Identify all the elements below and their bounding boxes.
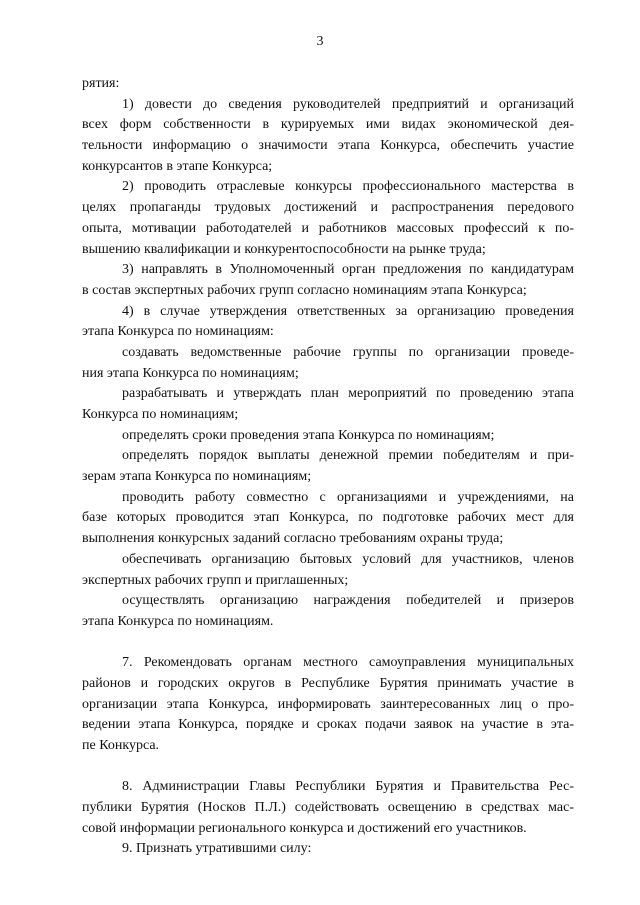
text-line: разрабатывать и утверждать план мероприятий по проведению этапа	[122, 386, 574, 402]
text-line: осуществлять организацию награждения победителей и призеров	[122, 593, 574, 609]
paragraph-list	[82, 95, 574, 633]
text-line: этапа Конкурса по номинациям.	[82, 613, 274, 629]
paragraph	[82, 177, 574, 260]
paragraph	[82, 343, 574, 384]
text-line: экспертных рабочих групп и приглашенных;	[82, 572, 349, 588]
text-line: ведении этапа Конкурса, порядке и сроках подачи заявок на участие в эта-	[82, 717, 574, 733]
paragraph	[82, 777, 574, 839]
text-line: этапа Конкурса по номинациям:	[82, 324, 274, 340]
paragraph-item-9	[82, 839, 574, 860]
paragraph	[82, 550, 574, 591]
paragraph	[82, 426, 574, 447]
text-line: конкурсантов в этапе Конкурса;	[82, 158, 273, 174]
paragraph-item-8	[82, 777, 574, 839]
text-line: организации этапа Конкурса, информировать заинтересованных лиц о про-	[82, 696, 574, 712]
document-body	[82, 74, 574, 860]
text-line: публики Бурятия (Носков П.Л.) содействовать освещению в средствах мас-	[82, 800, 574, 816]
text-line: выполнения конкурсных заданий согласно требованиям охраны труда;	[82, 531, 504, 547]
text-line: вышению квалификации и конкурентоспособности на рынке труда;	[82, 241, 486, 257]
text-line: 7. Рекомендовать органам местного самоуправления муниципальных	[122, 655, 574, 671]
text-line: обеспечивать организацию бытовых условий для участников, членов	[122, 551, 574, 567]
paragraph	[82, 653, 574, 756]
text-line: 1) довести до сведения руководителей предприятий и организаций	[122, 96, 574, 112]
text-line: целях пропаганды трудовых достижений и распространения передового	[82, 200, 574, 216]
text-line: определять порядок выплаты денежной премии победителям и при-	[122, 448, 574, 464]
paragraph	[82, 839, 574, 860]
paragraph-item-7	[82, 653, 574, 756]
text-line: создавать ведомственные рабочие группы по организации проведе-	[122, 344, 574, 360]
text-line: в состав экспертных рабочих групп согласно номинациям этапа Конкурса;	[82, 282, 527, 298]
text-line: Конкурса по номинациям;	[82, 407, 239, 422]
page-number: 3	[316, 34, 324, 49]
paragraph	[82, 95, 574, 178]
text-line: районов и городских округов в Республике Бурятия принимать участие в	[82, 675, 574, 691]
paragraph	[82, 488, 574, 550]
text-line: определять сроки проведения этапа Конкурса по номинациям;	[122, 427, 495, 443]
lead-fragment: рятия:	[82, 76, 120, 91]
paragraph	[82, 591, 574, 632]
paragraph-gap	[82, 757, 574, 778]
text-line: базе которых проводится этап Конкурса, по подготовке рабочих мест для	[82, 510, 574, 526]
paragraph	[82, 384, 574, 425]
text-line: зерам этапа Конкурса по номинациям;	[82, 469, 312, 485]
paragraph	[82, 302, 574, 343]
text-line: пе Конкурса.	[82, 738, 160, 753]
text-line: 4) в случае утверждения ответственных за организацию проведения	[122, 303, 574, 319]
text-line: опыта, мотивации работодателей и работников массовых профессий к по-	[82, 220, 574, 236]
text-line: проводить работу совместно с организациями и учреждениями, на	[122, 489, 574, 505]
text-line: 9. Признать утратившими силу:	[122, 841, 312, 857]
paragraph	[82, 260, 574, 301]
text-line: 2) проводить отраслевые конкурсы профессионального мастерства в	[122, 179, 574, 195]
text-line: тельности информацию о значимости этапа Конкурса, обеспечить участие	[82, 138, 574, 154]
text-line: ния этапа Конкурса по номинациям;	[82, 365, 299, 381]
text-line: 3) направлять в Уполномоченный орган предложения по кандидатурам	[122, 262, 574, 278]
text-line: совой информации регионального конкурса и достижений его участников.	[82, 820, 527, 836]
paragraph-gap	[82, 633, 574, 654]
text-line: всех форм собственности в курируемых ими видах экономической дея-	[82, 117, 574, 133]
paragraph	[82, 446, 574, 487]
text-line: 8. Администрации Главы Республики Бурятия и Правительства Рес-	[122, 779, 574, 795]
